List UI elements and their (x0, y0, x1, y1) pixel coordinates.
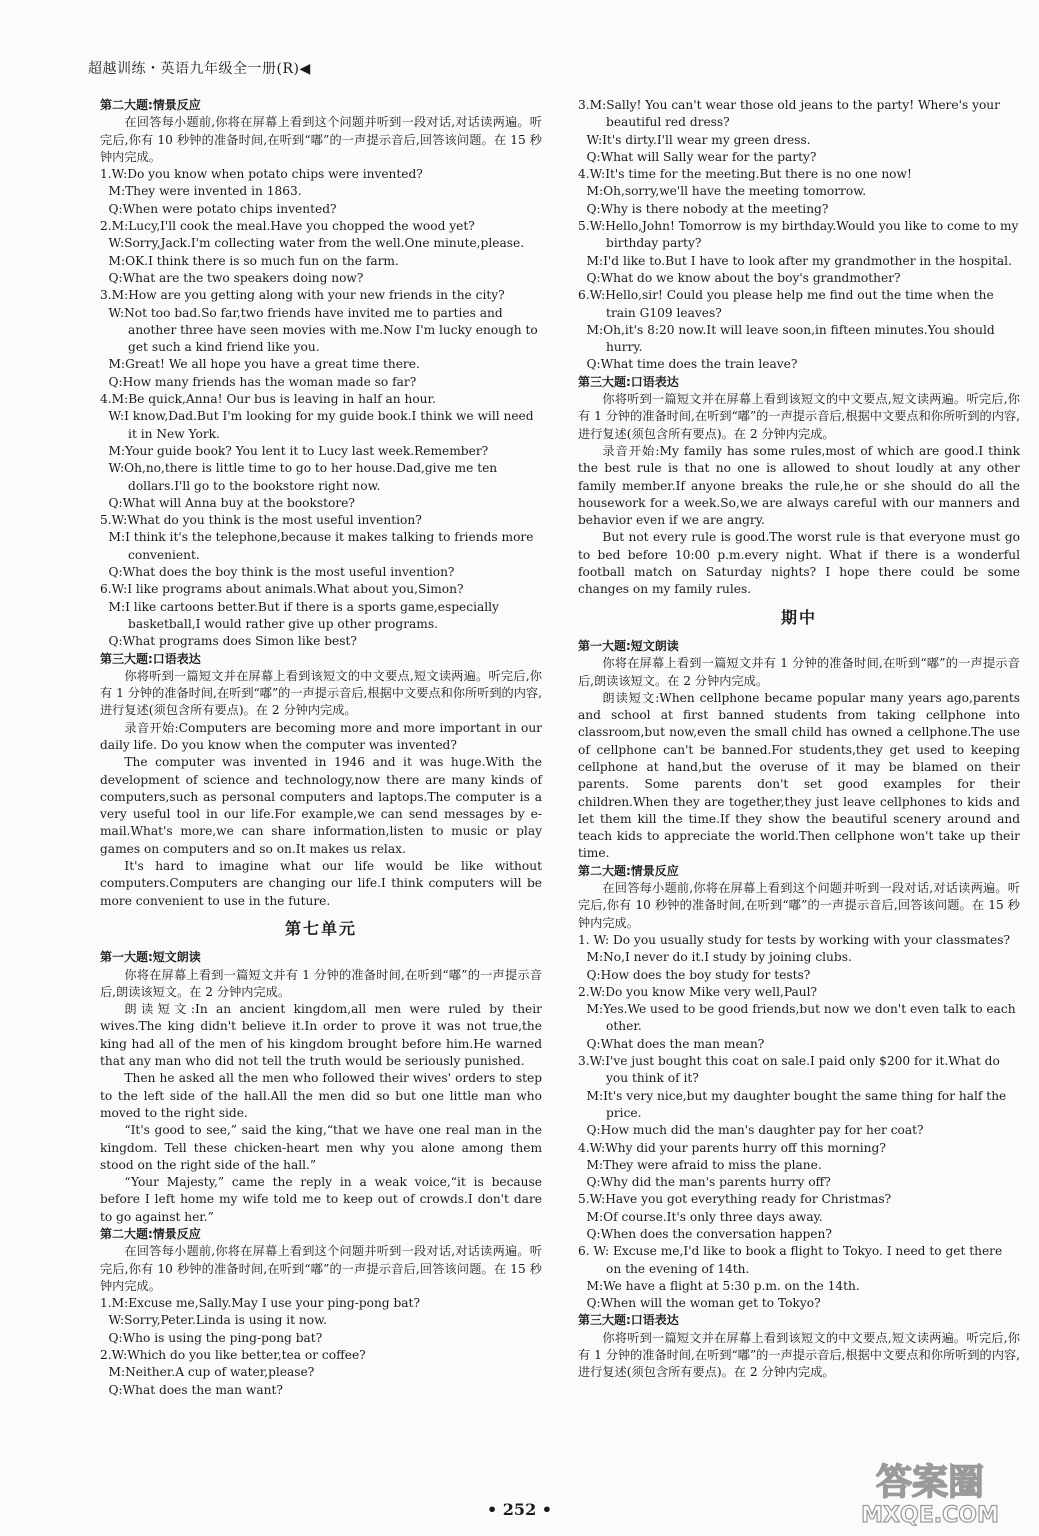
watermark-logo (841, 1454, 1019, 1528)
dialogue-line: 5.W:Have you got everything ready for Christmas? (578, 1192, 892, 1207)
dialogue-line: 5.W:Hello,John! Tomorrow is my birthday.Would you like to come to my birthday party? (578, 219, 1019, 251)
paragraph: But not every rule is good.The worst rule is that everyone must go to bed before 10:00 p.m.every night. What if there is a wonderful football match on Saturday nights? I hope there could be some changes on my family rules. (578, 530, 1020, 597)
dialogue-line: M:It's very nice,but my daughter bought the same thing for half the price. (586, 1088, 1007, 1120)
dialogue-line: Q:How many friends has the woman made so far? (108, 374, 417, 389)
dialogue-line: M:Of course.It's only three days away. (586, 1209, 823, 1224)
dialogue-line: W:Oh,no,there is little time to go to her house.Dad,give me ten dollars.I'll go to the bookstore right now. (108, 461, 498, 493)
paragraph: 在回答每小题前,你将在屏幕上看到这个问题并听到一段对话,对话读两遍。听完后,你有 10 秒钟的准备时间,在听到“嘟”的一声提示音后,回答该问题。在 15 秒钟内完成。 (100, 115, 542, 164)
left-column (100, 97, 542, 1399)
paragraph: 你将听到一篇短文并在屏幕上看到该短文的中文要点,短文读两遍。听完后,你有 1 分钟的准备时间,在听到“嘟”的一声提示音后,根据中文要点和你所听到的内容,进行复述(须包含所有要点)。在 2 分钟内完成。 (100, 668, 542, 718)
dialogue-line: 2.W:Do you know Mike very well,Paul? (578, 984, 818, 999)
dialogue-line: 1.M:Excuse me,Sally.May I use your ping-pong bat? (100, 1296, 420, 1311)
dialogue-line: M:Oh,sorry,we'll have the meeting tomorrow. (586, 184, 867, 199)
dialogue-line: 6.W:I like programs about animals.What about you,Simon? (100, 582, 464, 597)
unit-title: 期中 (780, 607, 817, 627)
dialogue-line: 1. W: Do you usually study for tests by working with your classmates? (578, 932, 1011, 947)
dialogue-line: 3.M:Sally! You can't wear those old jeans to the party! Where's your beautiful red dress? (578, 98, 1000, 130)
dialogue-line: M:Your guide book? You lent it to Lucy last week.Remember? (108, 443, 489, 458)
paragraph: It's hard to imagine what our life would be like without computers.Computers are changing our life.I think computers will be more convenient to use in the future. (100, 859, 542, 908)
section-heading: 第三大题:口语表达 (578, 374, 679, 389)
dialogue-line: 3.M:How are you getting along with your new friends in the city? (100, 288, 505, 303)
paragraph: 录音开始:Computers are becoming more and more important in our daily life. Do you know when the computer was invented? (100, 720, 542, 752)
dialogue-line: M:I'd like to.But I have to look after my grandmother in the hospital. (586, 253, 1012, 268)
dialogue-line: Q:What will Anna buy at the bookstore? (108, 495, 355, 510)
dialogue-line: Q:Who is using the ping-pong bat? (108, 1330, 323, 1345)
section-heading: 第二大题:情景反应 (100, 98, 201, 112)
dialogue-line: Q:What programs does Simon like best? (108, 634, 357, 649)
watermark-text-cn: 答案圈 (875, 1462, 985, 1503)
dialogue-line: Q:What does the man mean? (586, 1036, 765, 1051)
paragraph: 朗读短文:When cellphone became popular many years ago,parents and school at first banned students from taking cellphone into classroom,but now,even the small child has owned a cellphone.The use of cellphone can't be banned.For students,they get used to keeping cellphone at hand,but the overuse of it may be blamed on their parents. Some parents don't set good examples for their children.When they are together,they just leave cellphones to kids and let them kill the time.If they show the beautiful scenery around and teach kids to appreciate the world.Then cellphone won't take up their time. (578, 690, 1020, 861)
paragraph: “Your Majesty,” came the reply in a weak voice,“it is because before I left home my wife told me to keep out of crowds.I don't dare to go against her.” (100, 1175, 542, 1224)
dialogue-line: Q:How does the boy study for tests? (586, 967, 811, 982)
dialogue-line: W:Sorry,Peter.Linda is using it now. (108, 1313, 327, 1328)
dialogue-line: M:Oh,it's 8:20 now.It will leave soon,in fifteen minutes.You should hurry. (586, 322, 995, 355)
dialogue-line: Q:When were potato chips invented? (108, 201, 337, 216)
dialogue-line: Q:What are the two speakers doing now? (108, 270, 364, 285)
page-header: 超越训练・英语九年级全一册(R)◀ (88, 61, 311, 77)
dialogue-line: Q:Why did the man's parents hurry off? (586, 1175, 831, 1190)
page-number: • 252 • (487, 1500, 552, 1519)
section-heading: 第一大题:短文朗读 (578, 638, 679, 653)
dialogue-line: 2.W:Which do you like better,tea or coffee? (100, 1348, 366, 1363)
dialogue-line: 1.W:Do you know when potato chips were invented? (100, 167, 423, 182)
dialogue-line: M:No,I never do it.I study by joining clubs. (586, 950, 852, 965)
dialogue-line: 4.M:Be quick,Anna! Our bus is leaving in half an hour. (100, 392, 436, 407)
unit-title: 第七单元 (284, 918, 357, 938)
dialogue-line: 5.W:What do you think is the most useful invention? (100, 513, 422, 528)
dialogue-line: 4.W:It's time for the meeting.But there is no one now! (578, 167, 912, 182)
dialogue-line: M:We have a flight at 5:30 p.m. on the 14th. (586, 1278, 860, 1293)
dialogue-line: 3.W:I've just bought this coat on sale.I paid only $200 for it.What do you think of it? (578, 1054, 1000, 1086)
section-heading: 第二大题:情景反应 (100, 1227, 201, 1241)
paragraph: “It's good to see,” said the king,“that we have one real man in the kingdom. Tell these chicken-heart men why you alone among them stood on the right side of the hall.” (100, 1123, 542, 1172)
dialogue-line: W:Not too bad.So far,two friends have invited me to parties and another three have seen movies with me.Now I'm lucky enough to get such a kind friend like you. (108, 305, 538, 355)
paragraph: 你将在屏幕上看到一篇短文并有 1 分钟的准备时间,在听到“嘟”的一声提示音后,朗读该短文。在 2 分钟内完成。 (100, 967, 542, 999)
dialogue-line: Q:How much did the man's daughter pay for her coat? (586, 1123, 924, 1138)
dialogue-line: M:They were invented in 1863. (108, 184, 302, 199)
section-heading: 第三大题:口语表达 (578, 1313, 679, 1328)
paragraph: 录音开始:My family has some rules,most of which are good.I think the best rule is that no one is allowed to shout loudly at any other family member.If anyone breaks the rule,he or she should do all the housework for a week.So,we are always careful with our manners and behavior even if we are angry. (578, 443, 1020, 528)
dialogue-line: M:OK.I think there is so much fun on the farm. (108, 253, 399, 268)
dialogue-line: 2.M:Lucy,I'll cook the meal.Have you chopped the wood yet? (100, 219, 475, 234)
dialogue-line: W:Sorry,Jack.I'm collecting water from the well.One minute,please. (108, 236, 525, 251)
watermark-text-en: MXQE.COM (861, 1503, 999, 1528)
dialogue-line: Q:What does the boy think is the most useful invention? (108, 565, 455, 580)
dialogue-line: Q:What do we know about the boy's grandmother? (586, 270, 901, 285)
paragraph: 你将在屏幕上看到一篇短文并有 1 分钟的准备时间,在听到“嘟”的一声提示音后,朗读该短文。在 2 分钟内完成。 (578, 656, 1020, 688)
section-heading: 第二大题:情景反应 (578, 863, 679, 878)
paragraph: 在回答每小题前,你将在屏幕上看到这个问题并听到一段对话,对话读两遍。听完后,你有 10 秒钟的准备时间,在听到“嘟”的一声提示音后,回答该问题。在 15 秒钟内完成。 (100, 1244, 542, 1293)
paragraph: 你将听到一篇短文并在屏幕上看到该短文的中文要点,短文读两遍。听完后,你有 1 分钟的准备时间,在听到“嘟”的一声提示音后,根据中文要点和你所听到的内容,进行复述(须包含所有要点)。在 2 分钟内完成。 (578, 1330, 1020, 1380)
dialogue-line: Q:What does the man want? (108, 1382, 283, 1397)
dialogue-line: M:I think it's the telephone,because it makes talking to friends more convenient. (108, 530, 534, 562)
paragraph: Then he asked all the men who followed their wives' orders to step to the left side of the hall.All the men did so but one little man who moved to the right side. (100, 1071, 542, 1120)
dialogue-line: W:It's dirty.I'll wear my green dress. (586, 132, 811, 147)
section-heading: 第一大题:短文朗读 (100, 950, 201, 965)
right-column (578, 97, 1020, 1382)
dialogue-line: M:Yes.We used to be good friends,but now we don't even talk to each other. (586, 1002, 1016, 1034)
dialogue-line: M:Great! We all hope you have a great time there. (108, 357, 420, 372)
dialogue-line: Q:When does the conversation happen? (586, 1227, 832, 1241)
dialogue-line: W:I know,Dad.But I'm looking for my guide book.I think we will need it in New York. (108, 409, 534, 441)
dialogue-line: Q:When will the woman get to Tokyo? (586, 1296, 821, 1311)
section-heading: 第三大题:口语表达 (100, 651, 201, 666)
dialogue-line: Q:What will Sally wear for the party? (586, 149, 817, 164)
dialogue-line: 4.W:Why did your parents hurry off this morning? (578, 1140, 886, 1155)
dialogue-line: Q:Why is there nobody at the meeting? (586, 201, 829, 216)
dialogue-line: Q:What time does the train leave? (586, 357, 798, 372)
dialogue-line: M:Neither.A cup of water,please? (108, 1365, 315, 1380)
paragraph: 在回答每小题前,你将在屏幕上看到这个问题并听到一段对话,对话读两遍。听完后,你有 10 秒钟的准备时间,在听到“嘟”的一声提示音后,回答该问题。在 15 秒钟内完成。 (578, 881, 1020, 930)
dialogue-line: 6.W:Hello,sir! Could you please help me find out the time when the train G109 leaves? (578, 288, 994, 320)
paragraph: 你将听到一篇短文并在屏幕上看到该短文的中文要点,短文读两遍。听完后,你有 1 分钟的准备时间,在听到“嘟”的一声提示音后,根据中文要点和你所听到的内容,进行复述(须包含所有要点)。在 2 分钟内完成。 (578, 392, 1020, 441)
dialogue-line: M:They were afraid to miss the plane. (586, 1157, 822, 1172)
paragraph: 朗读短文:In an ancient kingdom,all men were ruled by their wives.The king didn't believe it.In order to prove it was not true,the king had all of the men of his kingdom brought before him.He warned that any man who did not tell the truth would be seriously punished. (100, 1002, 542, 1069)
paragraph: The computer was invented in 1946 and it was huge.With the development of science and technology,now there are many kinds of computers,such as personal computers and laptops.The computer is a very useful tool in our life.For example,we can send messages by e-mail.What's more,we can share information,listen to music or play games on computers and so on.It makes us relax. (100, 755, 542, 856)
dialogue-line: 6. W: Excuse me,I'd like to book a flight to Tokyo. I need to get there on the evening of 14th. (578, 1244, 1003, 1276)
dialogue-line: M:I like cartoons better.But if there is a sports game,especially basketball,I would rather give up other programs. (108, 599, 499, 631)
